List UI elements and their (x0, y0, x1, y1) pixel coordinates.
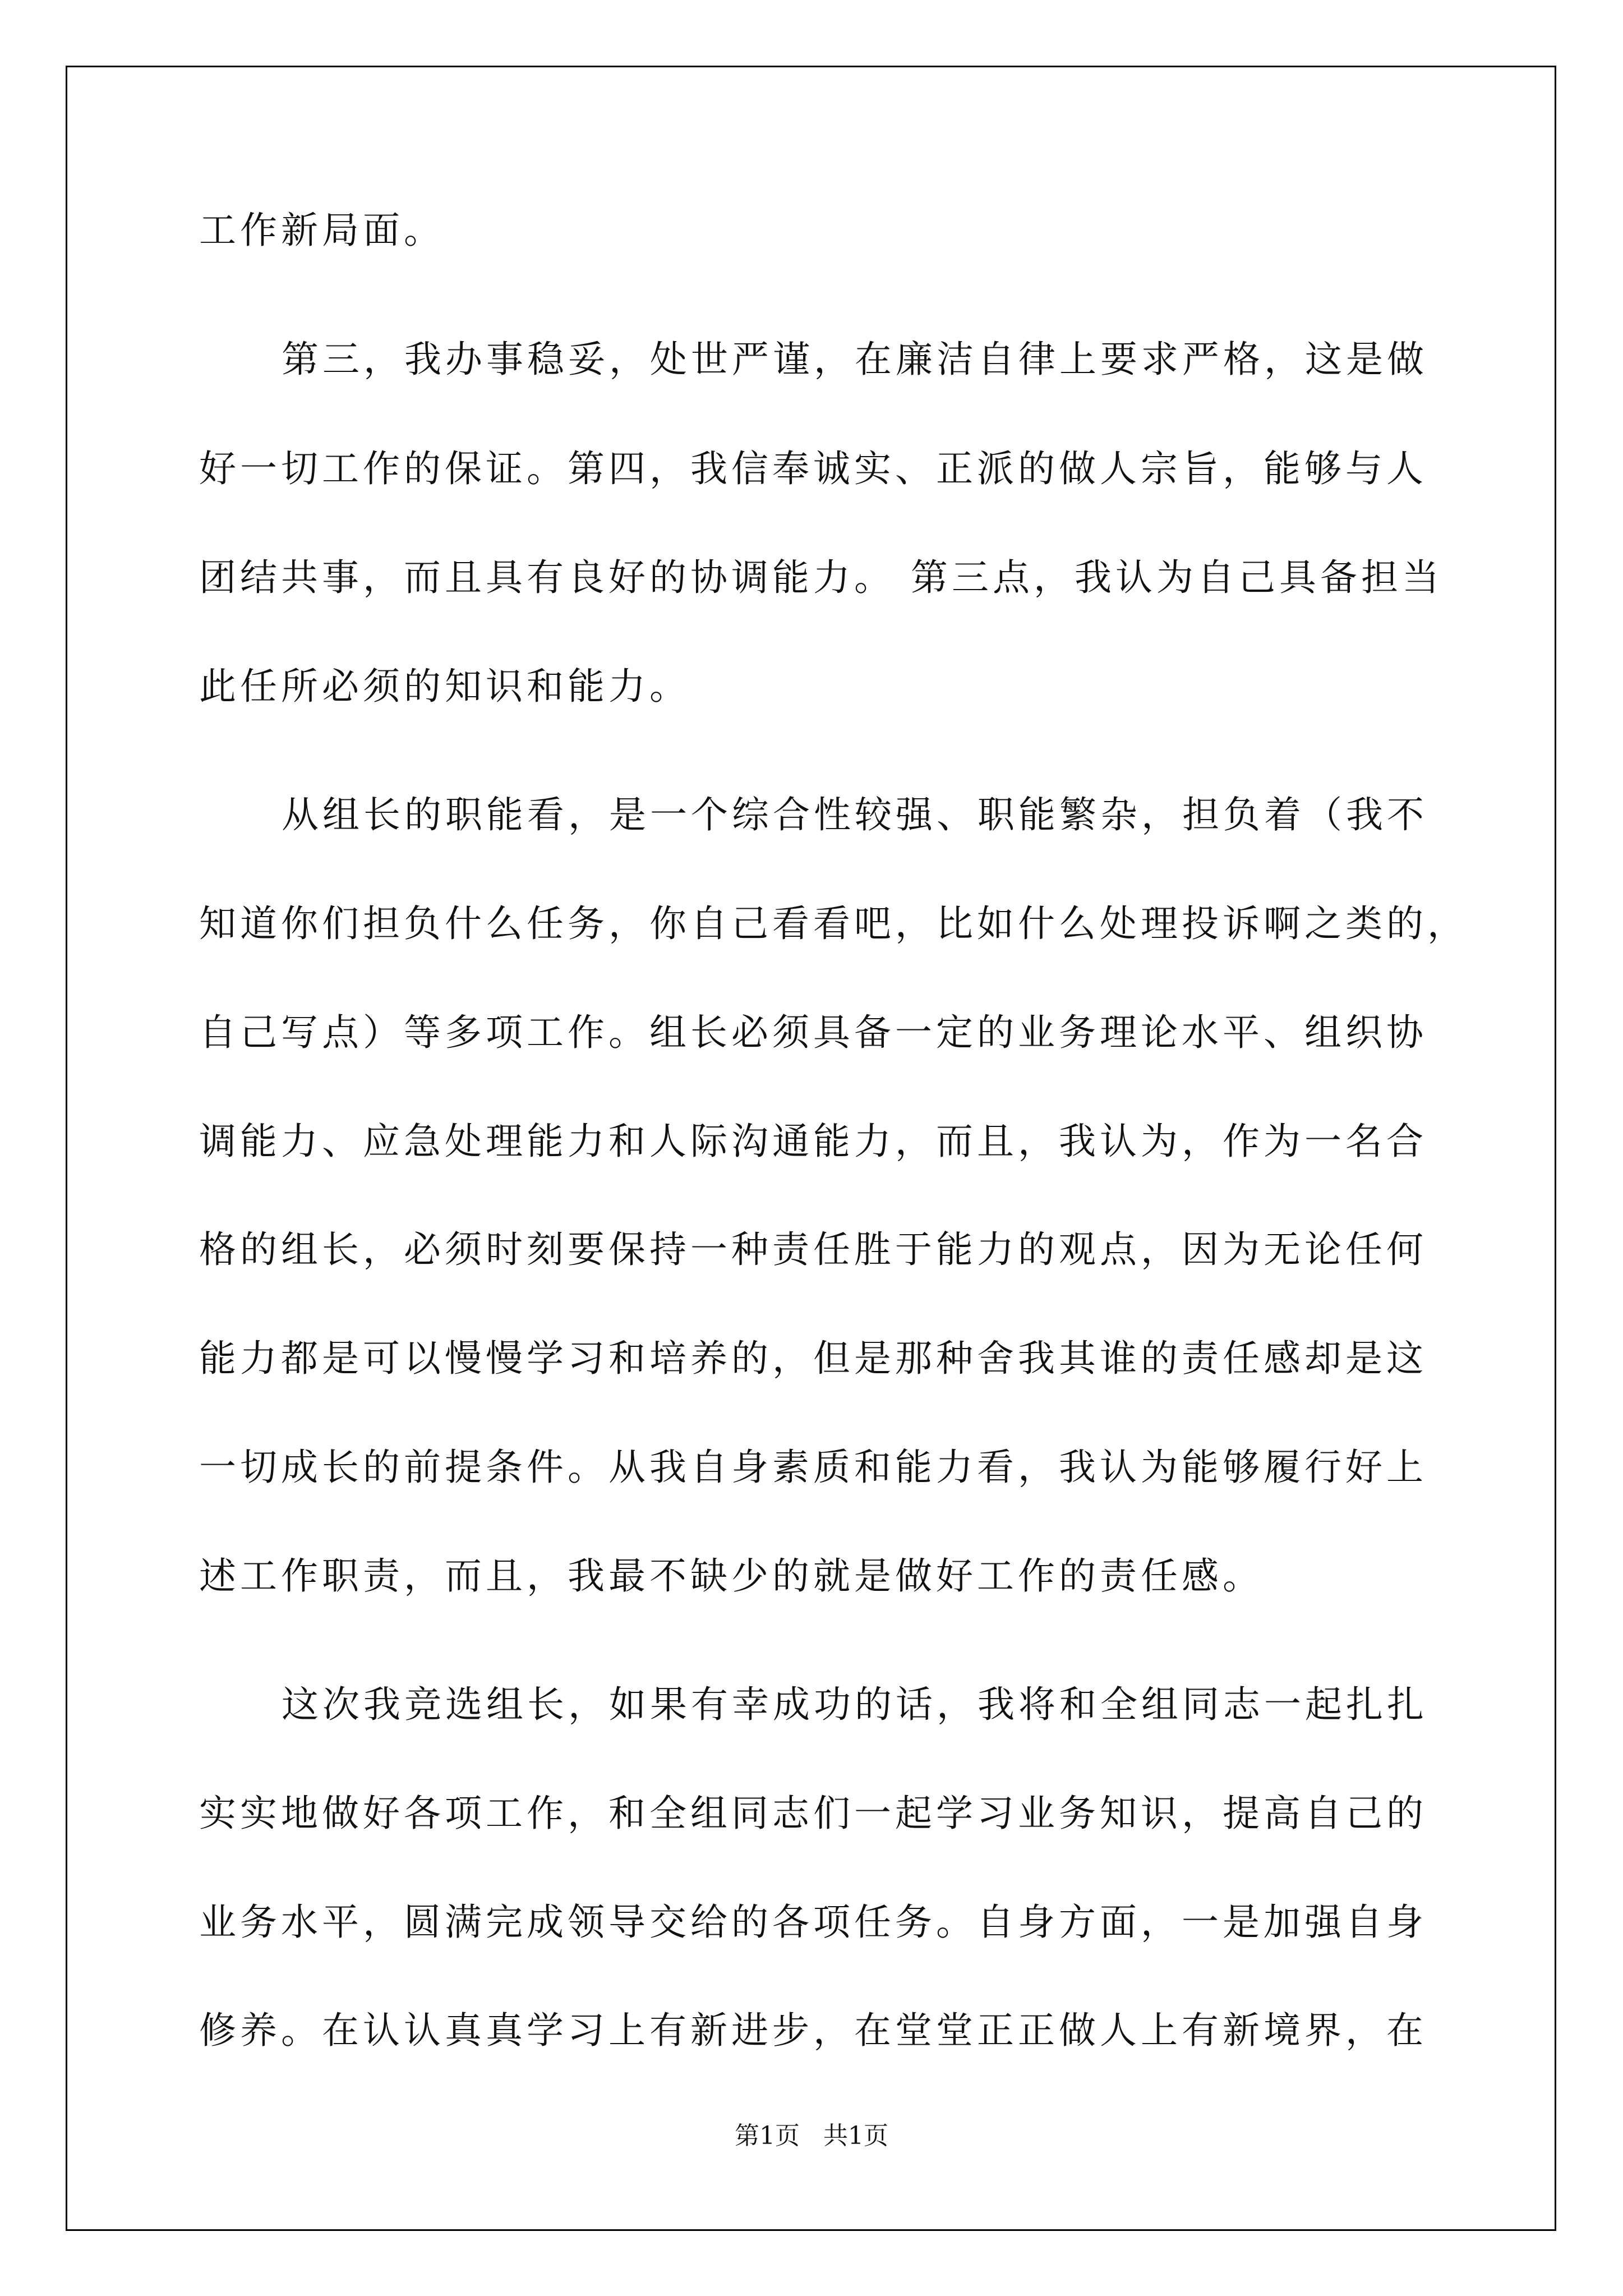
body-text-line: 述工作职责，而且，我最不缺少的就是做好工作的责任感。 (199, 1554, 1264, 1598)
body-text-line: 实实地做好各项工作，和全组同志们一起学习业务知识，提高自己的 (199, 1792, 1427, 1835)
body-text-line: 自己写点）等多项工作。组长必须具备一定的业务理论水平、组织协 (199, 1011, 1427, 1054)
body-text-line: 修养。在认认真真学习上有新进步，在堂堂正正做人上有新境界，在 (199, 2009, 1427, 2052)
body-text-line: 调能力、应急处理能力和人际沟通能力，而且，我认为，作为一名合 (199, 1120, 1427, 1163)
body-text-line: 知道你们担负什么任务，你自己看看吧，比如什么处理投诉啊之类的， (199, 902, 1468, 945)
body-text-line: 此任所必须的知识和能力。 (199, 665, 690, 708)
body-text-line: 这次我竞选组长，如果有幸成功的话，我将和全组同志一起扎扎 (282, 1683, 1428, 1726)
body-text-line: 从组长的职能看，是一个综合性较强、职能繁杂，担负着（我不 (282, 793, 1428, 836)
body-text-line: 格的组长，必须时刻要保持一种责任胜于能力的观点，因为无论任何 (199, 1228, 1427, 1271)
body-text-line: 一切成长的前提条件。从我自身素质和能力看，我认为能够履行好上 (199, 1446, 1427, 1489)
body-text-line: 能力都是可以慢慢学习和培养的，但是那种舍我其谁的责任感却是这 (199, 1337, 1427, 1380)
body-text-line: 团结共事，而且具有良好的协调能力。 第三点，我认为自己具备担当 (199, 556, 1443, 599)
body-text-line: 第三，我办事稳妥，处世严谨，在廉洁自律上要求严格，这是做 (282, 338, 1428, 381)
body-text-line: 业务水平，圆满完成领导交给的各项任务。自身方面，一是加强自身 (199, 1901, 1427, 1944)
body-text-line: 工作新局面。 (199, 209, 445, 252)
page-footer: 第1页 共1页 (735, 2122, 888, 2150)
body-text-line: 好一切工作的保证。第四，我信奉诚实、正派的做人宗旨，能够与人 (199, 447, 1427, 490)
